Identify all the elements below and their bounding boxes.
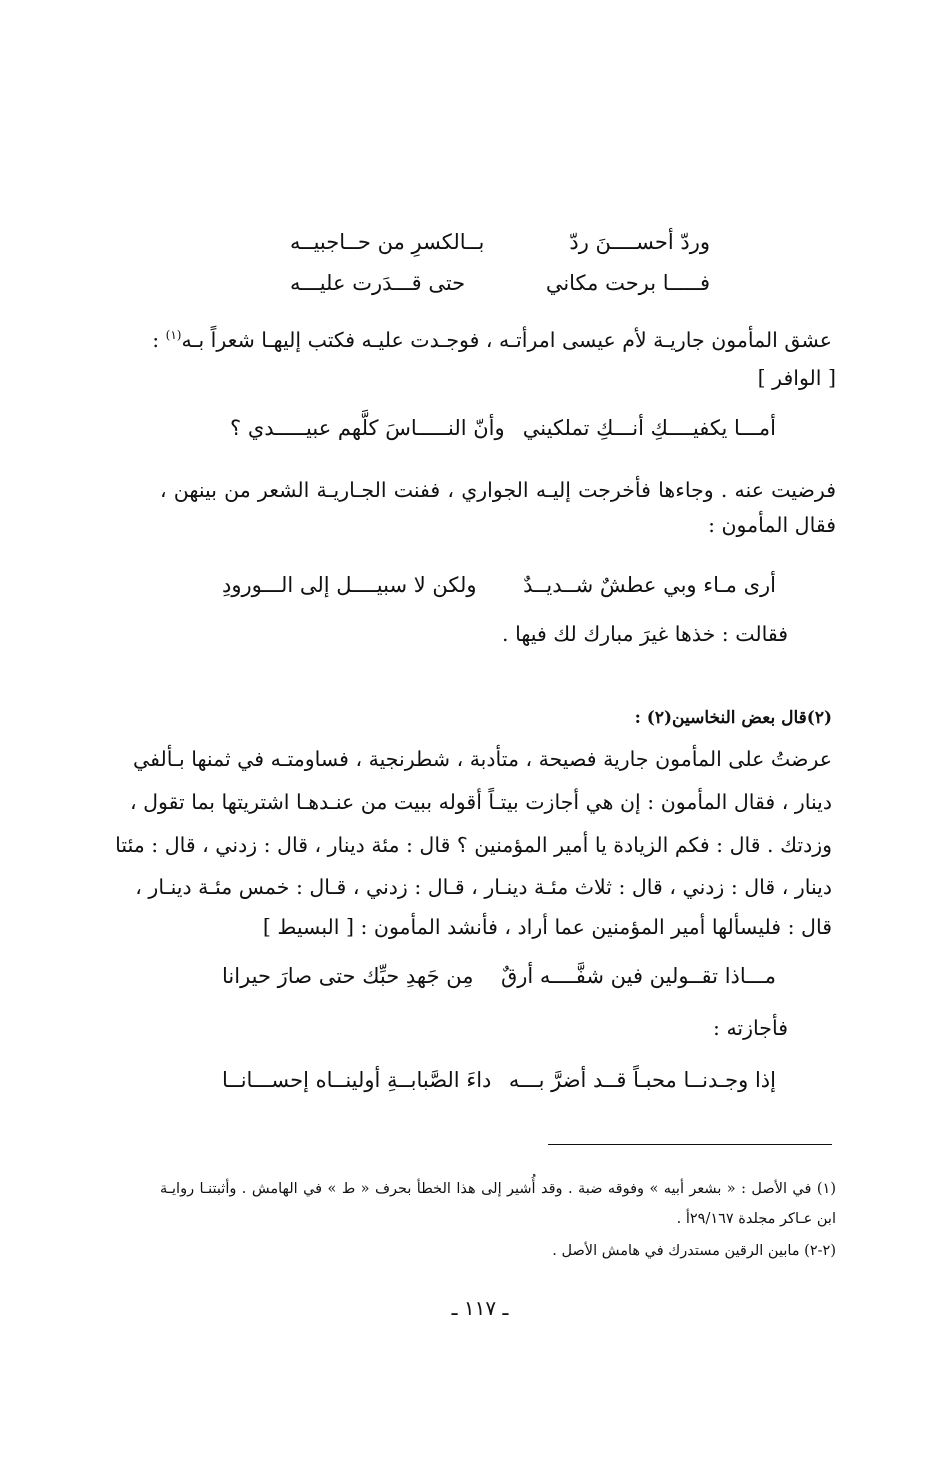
footnote-1: (١) في الأصل : « بشعر أبيه » وفوقه ضبة . وقد أُشير إلى هذا الخطأ بحرف « ط » في الهامش . وأثبتنـا روايـة ابن عـاكر مجلدة ٢٩/١٦٧أ . xyxy=(160,1181,836,1227)
meter-label-wafir: [ الوافر ] xyxy=(757,366,836,390)
paragraph-2: فرضيت عنه . وجاءها فأخرجت إليـه الجواري ، ففنت الجـاريـة الشعر من بينهن ، فقال المأمون : xyxy=(160,478,836,537)
verse-line-6 xyxy=(222,1066,776,1094)
paragraph-3-line-1: عرضتُ على المأمون جارية فصيحة ، متأدبة ، شطرنجية ، فساومتـه في ثمنها بـألفي xyxy=(133,747,832,771)
section-heading: (٢)قال بعض النخاسين(٢) : xyxy=(634,708,832,728)
paragraph-3-line-4: دينار ، قال : زدني ، قال : ثلاث مئـة دينـار ، قـال : زدني ، قـال : خمس مئـة دينـار ، xyxy=(135,875,832,899)
verse-line-3 xyxy=(230,414,776,442)
paragraph-1 xyxy=(152,320,832,355)
page-number: ـ ١١٧ ـ xyxy=(451,1296,509,1320)
footnote-2: (٢-٢) مابين الرقين مستدرك في هامش الأصل . xyxy=(552,1243,836,1259)
verse-1-first-hemistich: وردّ أحســــنَ ردّ xyxy=(569,230,710,254)
verse-line-4 xyxy=(222,571,776,599)
reply-line-1: فقالت : خذها غيرَ مبارك لك فيها . xyxy=(502,622,788,646)
verse-3-first-hemistich: أمـــا يكفيــــكِ أنـــكِ تملكيني xyxy=(522,416,776,440)
reply-line-2: فأجازته : xyxy=(713,1016,788,1040)
verse-2-first-hemistich: فـــــا برحت مكاني xyxy=(545,271,710,295)
verse-line-2 xyxy=(290,269,710,297)
footnote-separator xyxy=(548,1144,832,1145)
paragraph-1-text: عشق المأمون جاريـة لأم عيسى امرأتـه ، فوجـدت عليـه فكتب إليهـا شعراً بـه xyxy=(181,327,832,352)
verse-5-first-hemistich: مـــاذا تقــولين فين شفَّــــه أرقٌ xyxy=(500,964,776,988)
verse-line-1 xyxy=(290,228,710,256)
verse-line-5 xyxy=(222,962,776,990)
verse-2-second-hemistich: حتى قـــدَرت عليـــه xyxy=(290,271,466,295)
paragraph-1-colon: : xyxy=(152,327,166,352)
verse-1-second-hemistich: بــالكسرِ من حــاجبيــه xyxy=(290,230,485,254)
paragraph-3-line-3: وزدتك . قال : فكم الزيادة يا أمير المؤمنين ؟ قال : مئة دينار ، قال : زدني ، قال : مئتا xyxy=(115,833,832,857)
verse-5-second-hemistich: مِن جَهدِ حبِّك حتى صارَ حيرانا xyxy=(222,964,474,988)
verse-4-first-hemistich: أرى مـاء وبي عطشٌ شــديــدٌ xyxy=(523,573,776,597)
footnote-ref-1: (١) xyxy=(165,328,182,342)
verse-3-second-hemistich: وأنّ النـــــاسَ كلَّهم عبيـــــدي ؟ xyxy=(230,416,505,440)
verse-6-first-hemistich: إذا وجـدنــا محبـاً قــد أضرَّ بـــه xyxy=(508,1068,776,1092)
paragraph-3-line-5: قال : فليسألها أمير المؤمنين عما أراد ، فأنشد المأمون : [ البسيط ] xyxy=(262,915,832,939)
paragraph-3-line-2: دينار ، فقال المأمون : إن هي أجازت بيتـاً أقوله ببيت من عنـدهـا اشتريتها بما تقول ، xyxy=(129,790,832,814)
verse-4-second-hemistich: ولكن لا سبيــــل إلى الـــورودِ xyxy=(222,573,477,597)
verse-6-second-hemistich: داءَ الصَّبابــةِ أولينــاه إحســـانــا xyxy=(222,1068,492,1092)
